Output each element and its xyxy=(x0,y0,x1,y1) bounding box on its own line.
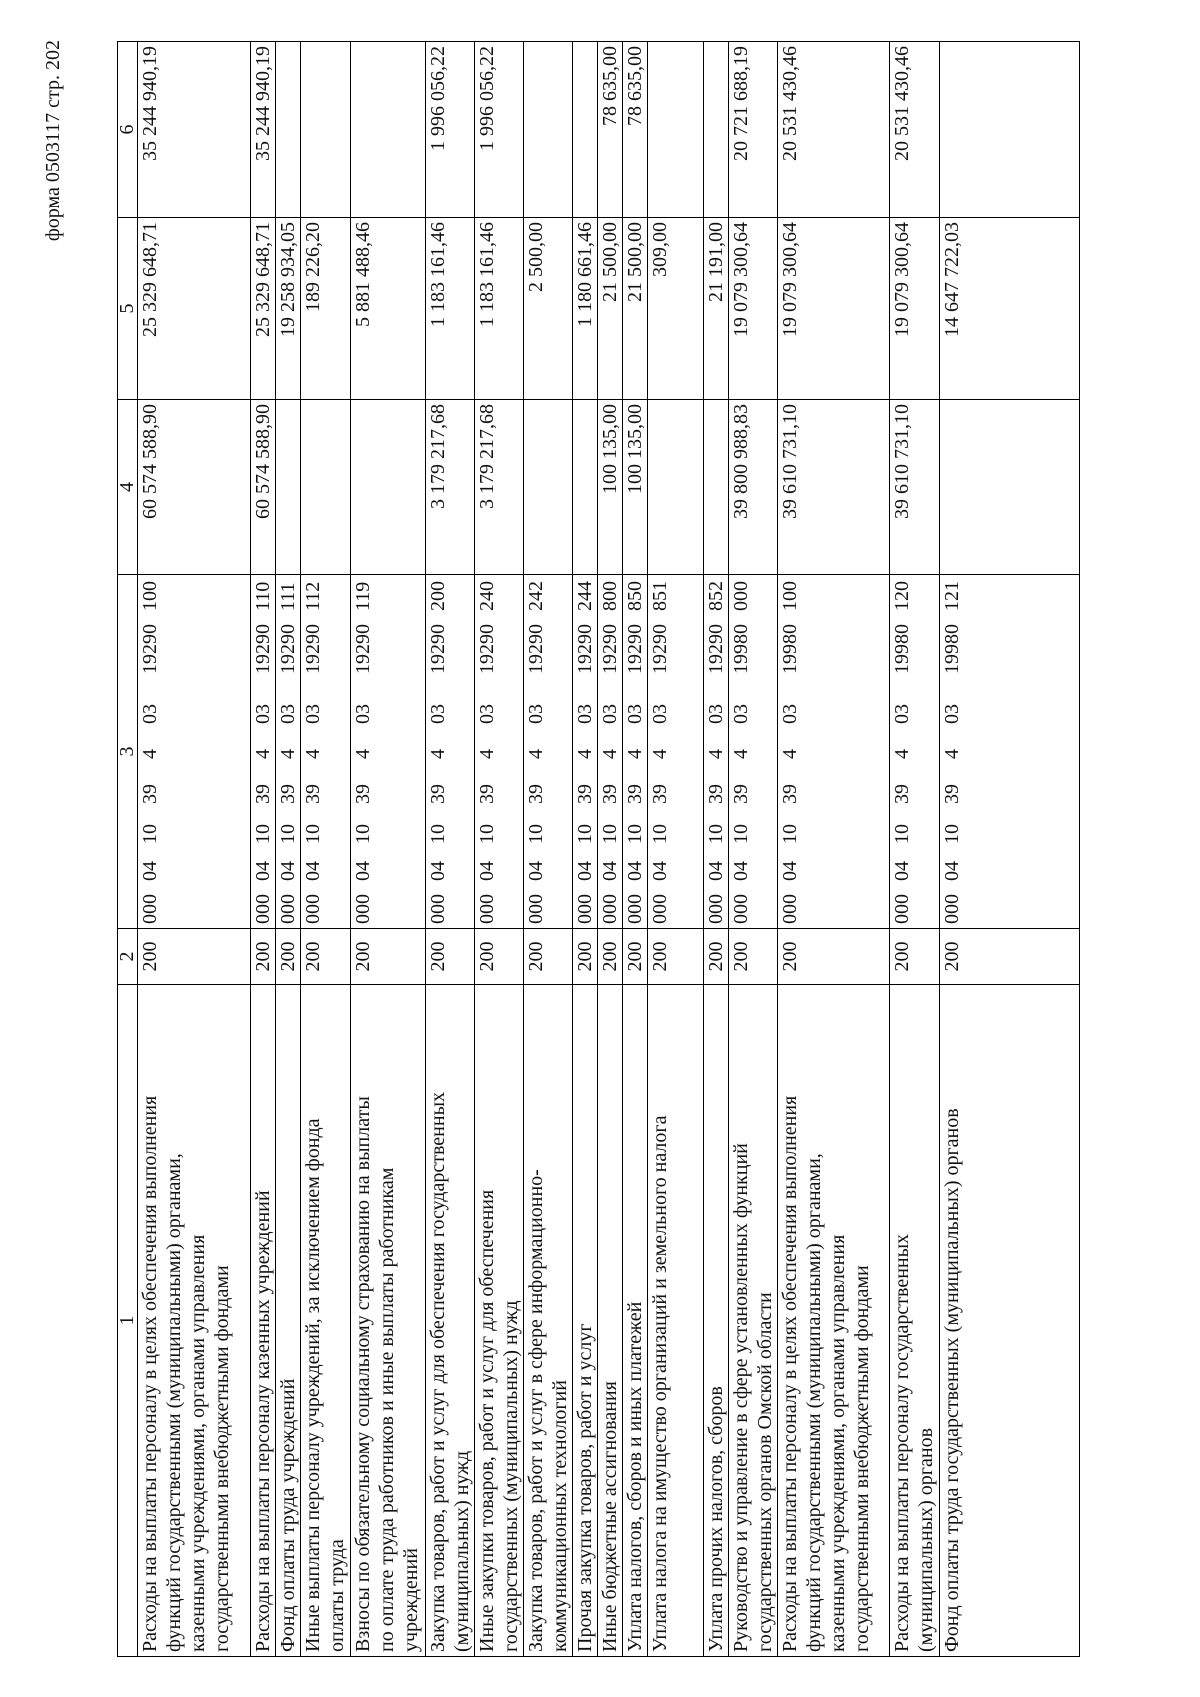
expense-code-part: 111 xyxy=(277,582,299,611)
approved-amount-cell xyxy=(648,400,704,575)
expense-code-part: 240 xyxy=(476,581,498,611)
unexecuted-amount-cell: 20 721 688,19 xyxy=(729,42,778,218)
expense-code-part: 10 xyxy=(624,824,646,844)
expense-code-part: 000 xyxy=(352,894,374,924)
expense-code-part: 04 xyxy=(476,861,498,881)
table-row xyxy=(598,42,623,1657)
expense-classification-code-cell xyxy=(729,575,778,929)
executed-amount-cell: 309,00 xyxy=(648,218,704,400)
executed-amount-cell: 25 329 648,71 xyxy=(138,218,251,400)
expense-code-part: 4 xyxy=(624,749,646,759)
expense-code-part: 19290 xyxy=(624,624,646,674)
line-code-cell: 200 xyxy=(648,929,704,985)
table-row xyxy=(351,42,426,1657)
indicator-name-cell: Иные бюджетные ассигнования xyxy=(598,985,623,1657)
expense-classification-code-cell xyxy=(301,575,351,929)
expense-classification-code-cell xyxy=(598,575,623,929)
expense-code-part: 04 xyxy=(649,861,671,881)
expense-code-part: 100 xyxy=(779,581,801,611)
unexecuted-amount-cell: 1 996 056,22 xyxy=(475,42,524,218)
expense-code-part: 19290 xyxy=(705,624,727,674)
table-row xyxy=(475,42,524,1657)
column-number-row xyxy=(118,42,138,1657)
expense-code-part: 03 xyxy=(525,704,547,724)
line-code-cell: 200 xyxy=(351,929,426,985)
table-row xyxy=(138,42,251,1657)
expense-code-part: 39 xyxy=(941,784,963,804)
expense-code-part: 000 xyxy=(779,894,801,924)
executed-amount-cell: 189 226,20 xyxy=(301,218,351,400)
unexecuted-amount-cell: 78 635,00 xyxy=(598,42,623,218)
expense-code-part: 19980 xyxy=(779,624,801,674)
expense-code-part: 39 xyxy=(891,784,913,804)
line-code-cell: 200 xyxy=(598,929,623,985)
expense-code-part: 04 xyxy=(779,861,801,881)
approved-amount-cell: 39 610 731,10 xyxy=(890,400,940,575)
indicator-name-cell: Расходы на выплаты персоналу в целях обеспечения выполнения функций государственными (муниципальными) органами, казенными учреждениями, органами управления государственными внебюджетными фондами xyxy=(138,985,251,1657)
table-row xyxy=(890,42,940,1657)
expense-code-part: 4 xyxy=(574,749,596,759)
indicator-name-cell: Фонд оплаты труда государственных (муниципальных) органов xyxy=(940,985,1080,1657)
table-body xyxy=(118,42,1080,1657)
expense-code-part: 120 xyxy=(891,581,913,611)
table-row xyxy=(704,42,729,1657)
expense-code-part: 03 xyxy=(891,704,913,724)
expense-code-part: 10 xyxy=(730,824,752,844)
approved-amount-cell: 100 135,00 xyxy=(598,400,623,575)
approved-amount-cell: 100 135,00 xyxy=(623,400,648,575)
expense-code-part: 110 xyxy=(252,581,274,611)
expense-code-part: 10 xyxy=(352,824,374,844)
indicator-name-cell: Закупка товаров, работ и услуг в сфере информационно- коммуникационных технологий xyxy=(524,985,573,1657)
table-row xyxy=(426,42,475,1657)
approved-amount-cell xyxy=(704,400,729,575)
expense-code-part: 19290 xyxy=(352,624,374,674)
line-code-cell: 200 xyxy=(426,929,475,985)
executed-amount-cell: 1 183 161,46 xyxy=(475,218,524,400)
indicator-name-cell: Уплата налогов, сборов и иных платежей xyxy=(623,985,648,1657)
expense-code-part: 10 xyxy=(779,824,801,844)
executed-amount-cell: 2 500,00 xyxy=(524,218,573,400)
executed-amount-cell: 19 258 934,05 xyxy=(276,218,301,400)
expense-code-part: 119 xyxy=(352,581,374,611)
unexecuted-amount-cell xyxy=(648,42,704,218)
expense-code-part: 10 xyxy=(574,824,596,844)
expense-code-part: 4 xyxy=(427,749,449,759)
expense-code-part: 39 xyxy=(525,784,547,804)
expense-code-part: 39 xyxy=(476,784,498,804)
table-row xyxy=(623,42,648,1657)
line-code-cell: 200 xyxy=(524,929,573,985)
line-code-cell: 200 xyxy=(276,929,301,985)
table-row xyxy=(301,42,351,1657)
expense-code-part: 39 xyxy=(302,784,324,804)
expense-classification-code-cell xyxy=(351,575,426,929)
line-code-cell: 200 xyxy=(940,929,1080,985)
unexecuted-amount-cell: 78 635,00 xyxy=(623,42,648,218)
approved-amount-cell: 3 179 217,68 xyxy=(475,400,524,575)
approved-amount-cell: 39 800 988,83 xyxy=(729,400,778,575)
expense-code-part: 03 xyxy=(427,704,449,724)
expense-code-part: 10 xyxy=(476,824,498,844)
expense-code-part: 19290 xyxy=(427,624,449,674)
expense-code-part: 10 xyxy=(891,824,913,844)
column-number-6: 6 xyxy=(118,42,138,218)
expense-code-part: 39 xyxy=(139,784,161,804)
executed-amount-cell: 1 180 661,46 xyxy=(573,218,598,400)
expense-code-part: 04 xyxy=(891,861,913,881)
expense-code-part: 04 xyxy=(624,861,646,881)
expense-code-part: 03 xyxy=(779,704,801,724)
expense-code-part: 4 xyxy=(476,749,498,759)
unexecuted-amount-cell xyxy=(276,42,301,218)
indicator-name-cell: Расходы на выплаты персоналу казенных учреждений xyxy=(251,985,276,1657)
expense-code-part: 03 xyxy=(941,704,963,724)
line-code-cell: 200 xyxy=(251,929,276,985)
expense-code-part: 000 xyxy=(302,894,324,924)
indicator-name-cell: Уплата налога на имущество организаций и земельного налога xyxy=(648,985,704,1657)
expense-code-part: 04 xyxy=(730,861,752,881)
expense-code-part: 000 xyxy=(476,894,498,924)
executed-amount-cell: 19 079 300,64 xyxy=(729,218,778,400)
expense-code-part: 04 xyxy=(941,861,963,881)
expense-code-part: 4 xyxy=(302,749,324,759)
unexecuted-amount-cell xyxy=(524,42,573,218)
expense-classification-code-cell xyxy=(524,575,573,929)
expense-code-part: 244 xyxy=(574,581,596,611)
unexecuted-amount-cell xyxy=(351,42,426,218)
line-code-cell: 200 xyxy=(778,929,890,985)
line-code-cell: 200 xyxy=(704,929,729,985)
expense-code-part: 04 xyxy=(525,861,547,881)
expense-code-part: 03 xyxy=(599,704,621,724)
table-row xyxy=(276,42,301,1657)
expense-code-part: 19980 xyxy=(891,624,913,674)
expense-code-part: 4 xyxy=(730,749,752,759)
line-code-cell: 200 xyxy=(573,929,598,985)
expense-code-part: 39 xyxy=(730,784,752,804)
indicator-name-cell: Иные закупки товаров, работ и услуг для обеспечения государственных (муниципальных) нужд xyxy=(475,985,524,1657)
expense-code-part: 4 xyxy=(352,749,374,759)
expense-code-part: 242 xyxy=(525,581,547,611)
expense-code-part: 10 xyxy=(525,824,547,844)
executed-amount-cell: 14 647 722,03 xyxy=(940,218,1080,400)
expense-code-part: 000 xyxy=(941,894,963,924)
expense-code-part: 10 xyxy=(705,824,727,844)
expense-classification-code-cell xyxy=(276,575,301,929)
expense-code-part: 852 xyxy=(705,581,727,611)
expense-code-part: 200 xyxy=(427,581,449,611)
expense-code-part: 03 xyxy=(252,704,274,724)
expense-code-part: 19290 xyxy=(599,624,621,674)
expense-code-part: 39 xyxy=(352,784,374,804)
line-code-cell: 200 xyxy=(890,929,940,985)
column-number-1: 1 xyxy=(118,985,138,1657)
executed-amount-cell: 1 183 161,46 xyxy=(426,218,475,400)
line-code-cell: 200 xyxy=(623,929,648,985)
table-row xyxy=(573,42,598,1657)
expense-code-part: 000 xyxy=(427,894,449,924)
expense-classification-code-cell xyxy=(138,575,251,929)
expense-code-part: 39 xyxy=(779,784,801,804)
expense-code-part: 19290 xyxy=(277,624,299,674)
expense-code-part: 39 xyxy=(624,784,646,804)
approved-amount-cell xyxy=(351,400,426,575)
expense-classification-code-cell xyxy=(426,575,475,929)
expense-code-part: 19290 xyxy=(476,624,498,674)
approved-amount-cell xyxy=(573,400,598,575)
indicator-name-cell: Уплата прочих налогов, сборов xyxy=(704,985,729,1657)
line-code-cell: 200 xyxy=(138,929,251,985)
expense-code-part: 000 xyxy=(649,894,671,924)
expense-code-part: 10 xyxy=(139,824,161,844)
expense-classification-code-cell xyxy=(475,575,524,929)
expense-code-part: 10 xyxy=(277,824,299,844)
expense-classification-code-cell xyxy=(573,575,598,929)
expense-code-part: 19290 xyxy=(649,624,671,674)
expense-code-part: 03 xyxy=(730,704,752,724)
expense-code-part: 851 xyxy=(649,581,671,611)
expense-classification-code-cell xyxy=(704,575,729,929)
column-number-3: 3 xyxy=(118,575,138,929)
unexecuted-amount-cell xyxy=(573,42,598,218)
expense-classification-code-cell xyxy=(778,575,890,929)
expense-code-part: 04 xyxy=(252,861,274,881)
table-row xyxy=(778,42,890,1657)
expense-code-part: 000 xyxy=(624,894,646,924)
expense-code-part: 39 xyxy=(252,784,274,804)
executed-amount-cell: 5 881 488,46 xyxy=(351,218,426,400)
expense-code-part: 19290 xyxy=(302,624,324,674)
expense-code-part: 4 xyxy=(599,749,621,759)
expense-code-part: 04 xyxy=(139,861,161,881)
unexecuted-amount-cell: 35 244 940,19 xyxy=(138,42,251,218)
expense-code-part: 10 xyxy=(599,824,621,844)
expense-code-part: 04 xyxy=(574,861,596,881)
expense-code-part: 000 xyxy=(891,894,913,924)
expense-code-part: 4 xyxy=(139,749,161,759)
expense-code-part: 03 xyxy=(302,704,324,724)
expense-code-part: 4 xyxy=(891,749,913,759)
expense-code-part: 03 xyxy=(705,704,727,724)
indicator-name-cell: Расходы на выплаты персоналу государственных (муниципальных) органов xyxy=(890,985,940,1657)
expense-code-part: 39 xyxy=(574,784,596,804)
expense-code-part: 19290 xyxy=(574,624,596,674)
indicator-name-cell: Закупка товаров, работ и услуг для обеспечения государственных (муниципальных) нужд xyxy=(426,985,475,1657)
expense-code-part: 112 xyxy=(302,581,324,611)
expense-code-part: 10 xyxy=(302,824,324,844)
approved-amount-cell: 60 574 588,90 xyxy=(251,400,276,575)
expense-code-part: 000 xyxy=(730,581,752,611)
expense-code-part: 4 xyxy=(277,749,299,759)
expense-code-part: 19290 xyxy=(525,624,547,674)
executed-amount-cell: 25 329 648,71 xyxy=(251,218,276,400)
expense-code-part: 4 xyxy=(779,749,801,759)
expense-code-part: 10 xyxy=(941,824,963,844)
expense-code-part: 04 xyxy=(427,861,449,881)
expense-code-part: 000 xyxy=(277,894,299,924)
column-number-4: 4 xyxy=(118,400,138,575)
executed-amount-cell: 19 079 300,64 xyxy=(890,218,940,400)
expense-code-part: 4 xyxy=(525,749,547,759)
approved-amount-cell xyxy=(524,400,573,575)
expense-code-part: 39 xyxy=(599,784,621,804)
expense-code-part: 000 xyxy=(525,894,547,924)
expense-code-part: 04 xyxy=(599,861,621,881)
executed-amount-cell: 21 191,00 xyxy=(704,218,729,400)
expense-code-part: 4 xyxy=(705,749,727,759)
expense-code-part: 03 xyxy=(476,704,498,724)
table-row xyxy=(940,42,1080,1657)
expense-code-part: 000 xyxy=(730,894,752,924)
expense-code-part: 100 xyxy=(139,581,161,611)
expense-code-part: 04 xyxy=(302,861,324,881)
unexecuted-amount-cell: 20 531 430,46 xyxy=(890,42,940,218)
expense-code-part: 850 xyxy=(624,581,646,611)
approved-amount-cell: 39 610 731,10 xyxy=(778,400,890,575)
expense-code-part: 39 xyxy=(277,784,299,804)
unexecuted-amount-cell: 35 244 940,19 xyxy=(251,42,276,218)
table-row xyxy=(648,42,704,1657)
expense-code-part: 04 xyxy=(277,861,299,881)
expense-code-part: 04 xyxy=(352,861,374,881)
expense-code-part: 39 xyxy=(705,784,727,804)
executed-amount-cell: 21 500,00 xyxy=(623,218,648,400)
expense-code-part: 39 xyxy=(649,784,671,804)
table-row xyxy=(524,42,573,1657)
expense-code-part: 000 xyxy=(139,894,161,924)
expense-code-part: 000 xyxy=(705,894,727,924)
expense-code-part: 4 xyxy=(649,749,671,759)
expense-classification-code-cell xyxy=(623,575,648,929)
expense-code-part: 03 xyxy=(277,704,299,724)
expense-code-part: 39 xyxy=(427,784,449,804)
expense-code-part: 04 xyxy=(705,861,727,881)
expense-classification-code-cell xyxy=(648,575,704,929)
expense-code-part: 03 xyxy=(624,704,646,724)
table-row xyxy=(729,42,778,1657)
unexecuted-amount-cell xyxy=(301,42,351,218)
expense-classification-code-cell xyxy=(890,575,940,929)
approved-amount-cell xyxy=(301,400,351,575)
expense-code-part: 03 xyxy=(574,704,596,724)
column-number-2: 2 xyxy=(118,929,138,985)
executed-amount-cell: 21 500,00 xyxy=(598,218,623,400)
expense-code-part: 03 xyxy=(352,704,374,724)
unexecuted-amount-cell xyxy=(940,42,1080,218)
expense-code-part: 03 xyxy=(649,704,671,724)
expense-code-part: 19290 xyxy=(139,624,161,674)
budget-execution-table xyxy=(117,41,1080,1657)
expense-code-part: 03 xyxy=(139,704,161,724)
approved-amount-cell: 60 574 588,90 xyxy=(138,400,251,575)
indicator-name-cell: Иные выплаты персоналу учреждений, за исключением фонда оплаты труда xyxy=(301,985,351,1657)
expense-code-part: 19290 xyxy=(252,624,274,674)
expense-code-part: 10 xyxy=(649,824,671,844)
unexecuted-amount-cell xyxy=(704,42,729,218)
indicator-name-cell: Расходы на выплаты персоналу в целях обеспечения выполнения функций государственными (муниципальными) органами, казенными учреждениями, органами управления государственными внебюджетными фондами xyxy=(778,985,890,1657)
line-code-cell: 200 xyxy=(729,929,778,985)
expense-classification-code-cell xyxy=(940,575,1080,929)
indicator-name-cell: Взносы по обязательному социальному страхованию на выплаты по оплате труда работников и иные выплаты работникам учреждений xyxy=(351,985,426,1657)
indicator-name-cell: Фонд оплаты труда учреждений xyxy=(276,985,301,1657)
expense-code-part: 19980 xyxy=(730,624,752,674)
executed-amount-cell: 19 079 300,64 xyxy=(778,218,890,400)
expense-code-part: 4 xyxy=(941,749,963,759)
approved-amount-cell: 3 179 217,68 xyxy=(426,400,475,575)
line-code-cell: 200 xyxy=(301,929,351,985)
approved-amount-cell xyxy=(276,400,301,575)
expense-code-part: 000 xyxy=(599,894,621,924)
unexecuted-amount-cell: 1 996 056,22 xyxy=(426,42,475,218)
column-number-5: 5 xyxy=(118,218,138,400)
unexecuted-amount-cell: 20 531 430,46 xyxy=(778,42,890,218)
expense-classification-code-cell xyxy=(251,575,276,929)
expense-code-part: 19980 xyxy=(941,624,963,674)
expense-code-part: 800 xyxy=(599,581,621,611)
line-code-cell: 200 xyxy=(475,929,524,985)
expense-code-part: 000 xyxy=(574,894,596,924)
expense-code-part: 10 xyxy=(252,824,274,844)
expense-code-part: 4 xyxy=(252,749,274,759)
expense-code-part: 121 xyxy=(941,581,963,611)
form-page-reference: форма 0503117 стр. 202 xyxy=(42,40,64,242)
indicator-name-cell: Прочая закупка товаров, работ и услуг xyxy=(573,985,598,1657)
indicator-name-cell: Руководство и управление в сфере установленных функций государственных органов Омской области xyxy=(729,985,778,1657)
table-row xyxy=(251,42,276,1657)
approved-amount-cell xyxy=(940,400,1080,575)
expense-code-part: 10 xyxy=(427,824,449,844)
expense-code-part: 000 xyxy=(252,894,274,924)
